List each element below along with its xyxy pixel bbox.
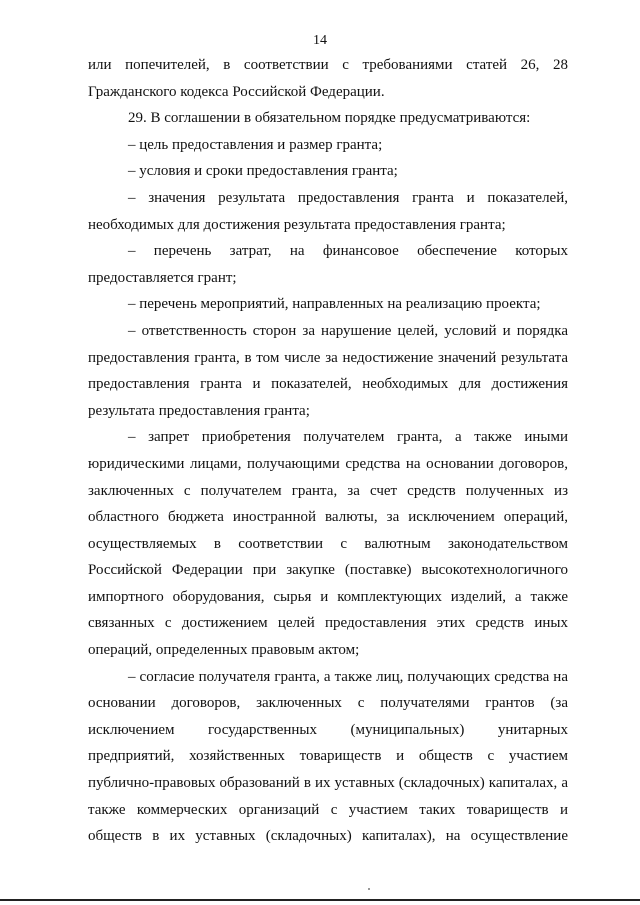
list-item-activities: – перечень мероприятий, направленных на реализацию проекта; (128, 296, 541, 313)
page-number: 14 (313, 33, 327, 48)
list-item-responsibility: – ответственность сторон за нарушение целей, условий и порядка предоставления гранта, в том числе за недостижение значений результата предоставления гранта и показателей, необходимых для достижения результата предоставления гранта; (88, 322, 568, 419)
list-item-consent: – согласие получателя гранта, а также лиц, получающих средства на основании договоров, заключенных с получателями грантов (за исключением государственных (муниципальных) унитарных предприятий, хозяйственных товариществ и обществ с участием публично-правовых образований в их уставных (складочных) капиталах, а также коммерческих организаций с участием таких товариществ и обществ в их уставных (складочных) капиталах), на осуществление (88, 668, 568, 845)
paragraph-continuation: или попечителей, в соответствии с требованиями статей 26, 28 Гражданского кодекса Российской Федерации. (88, 57, 568, 100)
bottom-rule (0, 899, 640, 901)
list-item-cost-list: – перечень затрат, на финансовое обеспечение которых предоставляется грант; (88, 243, 568, 286)
document-body (88, 52, 568, 850)
list-item-currency-ban: – запрет приобретения получателем гранта, а также иными юридическими лицами, получающими средства на основании договоров, заключенных с получателем гранта, за счет средств полученных из областного бюджета иностранной валюты, за исключением операций, осуществляемых в соответствии с валютным законодательством Российской Федерации при закупке (поставке) высокотехнологичного импортного оборудования, сырья и комплектующих изделий, а также связанных с достижением целей предоставления этих средств иных операций, определенных правовым актом; (88, 429, 568, 659)
list-item-grant-terms: – условия и сроки предоставления гранта; (128, 163, 398, 180)
list-item-grant-purpose: – цель предоставления и размер гранта; (128, 136, 383, 153)
paragraph-clause-29: 29. В соглашении в обязательном порядке предусматриваются: (128, 110, 531, 127)
scan-speck (368, 888, 370, 890)
list-item-result-values: – значения результата предоставления гранта и показателей, необходимых для достижения результата предоставления гранта; (88, 189, 568, 233)
